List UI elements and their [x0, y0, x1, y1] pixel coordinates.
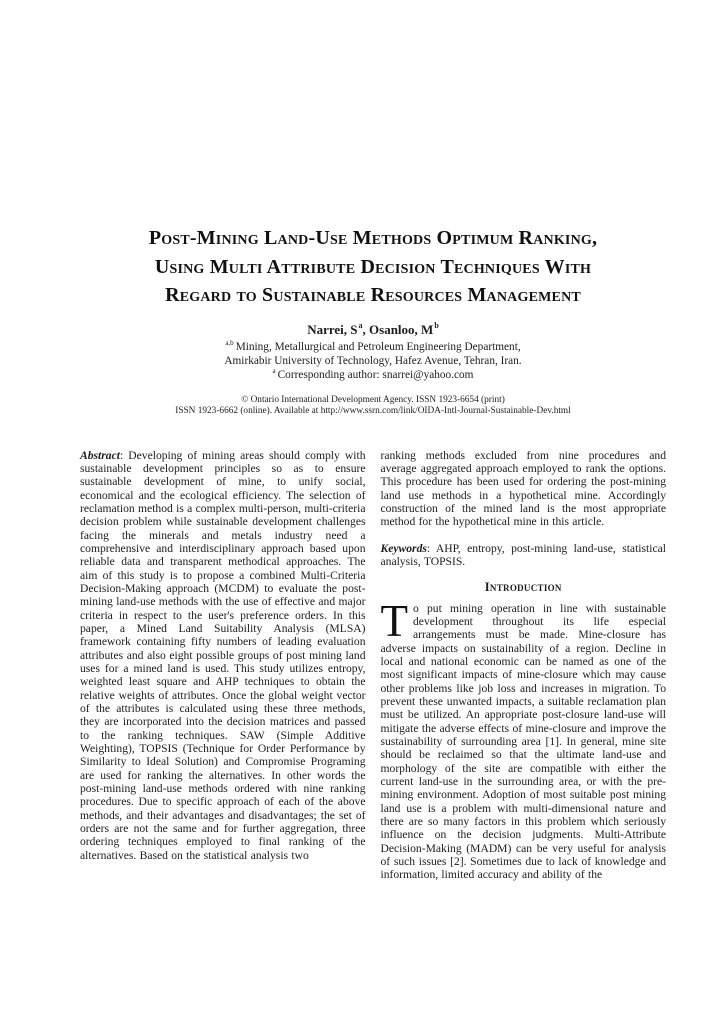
affiliation-block: [80, 340, 666, 382]
keywords-label: Keywords: [380, 541, 427, 555]
abstract-label: Abstract: [80, 448, 120, 462]
author-1-superscript: a: [358, 321, 363, 331]
corresponding-author-line: [80, 368, 666, 382]
column-right: [381, 449, 667, 882]
title-line-1: Post-Mining Land-Use Methods Optimum Ranking,: [148, 227, 598, 249]
affiliation-line-1: [80, 340, 666, 354]
corresponding-author-text: Corresponding author: snarrei@yahoo.com: [277, 368, 474, 381]
author-1: Narrei, S: [307, 321, 358, 337]
affiliation-superscript: a,b: [225, 338, 234, 347]
title-line-2: Using Multi Attribute Decision Techniques With: [154, 255, 592, 278]
title-line-3: Regard to Sustainable Resources Management: [165, 284, 581, 306]
author-2-superscript: b: [434, 321, 439, 331]
abstract-continuation-paragraph: [381, 449, 667, 529]
section-heading-introduction: Introduction: [484, 580, 562, 595]
intro-dropcap: T: [380, 595, 408, 646]
keywords-text: AHP, entropy, post-mining land-use, statistical analysis, TOPSIS.: [380, 541, 666, 568]
keywords-colon: :: [426, 541, 436, 555]
abstract-text-part2: ranking methods excluded from nine procedures and average aggregated approach employed to rank the options. This procedure has been used for ordering the post-mining land use methods in a hypothetical mine. Accordingly construction of the mined land is the most appropriate method for the hypothetical mine in this article.: [380, 448, 666, 529]
imprint-line-2: ISSN 1923-6662 (online). Available at http://www.ssrn.com/link/OIDA-Intl-Journal-Sustainable-Dev.html: [175, 405, 571, 416]
introduction-paragraph: [380, 595, 667, 882]
body-columns: [80, 449, 666, 882]
author-separator: ,: [362, 321, 370, 337]
keywords-paragraph: [381, 542, 667, 569]
corresponding-superscript: a: [272, 366, 276, 375]
author-2: Osanloo, M: [369, 321, 434, 337]
journal-imprint: [80, 395, 666, 417]
page-content: [80, 224, 666, 882]
abstract-paragraph: [80, 449, 366, 863]
abstract-text-part1: Developing of mining areas should comply with sustainable development principles so as to ensure sustainable development of mine, to unify social, economical and the ecological efficiency. The selection of reclamation method is a complex multi-person, multi-criteria decision problem while sustainable development challenges facing the minerals and metals industry need a comprehensive and interdisciplinary approach based upon reliable data and transparent methodical approaches. The aim of this study is to propose a combined Multi-Criteria Decision-Making approach (MCDM) to evaluate the post-mining land-use methods with the use of effective and major criteria in respect to the user's preference orders. In this paper, a Mined Land Suitability Analysis (MLSA) framework containing fifty numbers of leading evaluation attributes and also eight possible groups of post mining land uses for a mined land is used. This study utilizes entropy, weighted least square and AHP techniques to obtain the relative weights of attributes. Once the global weight vector of the attributes is calculated using these three methods, they are incorporated into the decision matrices and passed to the ranking techniques. SAW (Simple Additive Weighting), TOPSIS (Technique for Order Performance by Similarity to Ideal Solution) and Compromise Programing are used for ranking the alternatives. In other words the post-mining land-use methods ordered with nine ranking procedures. Due to specific approach of each of the above methods, and their advantages and disadvantages; the set of orders are not the same and for further aggregation, three ordering techniques employed to final ranking of the alternatives. Based on the statistical analysis two: [80, 448, 366, 862]
introduction-text: o put mining operation in line with sustainable development throughout its life especial arrangements must be made. Mine-closure has adverse impacts on sustainability of a region. Decline in local and national economic can be named as one of the most significant impacts of mine-closure which may cause other problems like job loss and increases in migration. To prevent these unwanted impacts, a suitable reclamation plan must be utilized. An appropriate post-closure land-use will mitigate the adverse effects of mine-closure and improve the sustainability of surrounding area [1]. In general, mine site should be reclaimed so that the ultimate land-use and morphology of the site are compatible with either the current land-use in the surrounding area, or with the pre-mining environment. Adoption of most suitable post mining land use is a problem with multi-dimensional nature and there are so many factors in this problem which seriously influence on the decision judgments. Multi-Attribute Decision-Making (MADM) can be very useful for analysis of such issues [2]. Sometimes due to lack of knowledge and information, limited accuracy and ability of the: [380, 601, 666, 882]
affiliation-line-2: Amirkabir University of Technology, Hafez Avenue, Tehran, Iran.: [224, 354, 522, 367]
column-left: [80, 449, 366, 882]
paper-title: [80, 224, 666, 310]
affiliation-department: Mining, Metallurgical and Petroleum Engineering Department,: [235, 340, 521, 353]
authors-line: [80, 322, 666, 338]
abstract-colon: :: [119, 448, 129, 462]
imprint-line-1: © Ontario International Development Agency. ISSN 1923-6654 (print): [241, 394, 505, 405]
